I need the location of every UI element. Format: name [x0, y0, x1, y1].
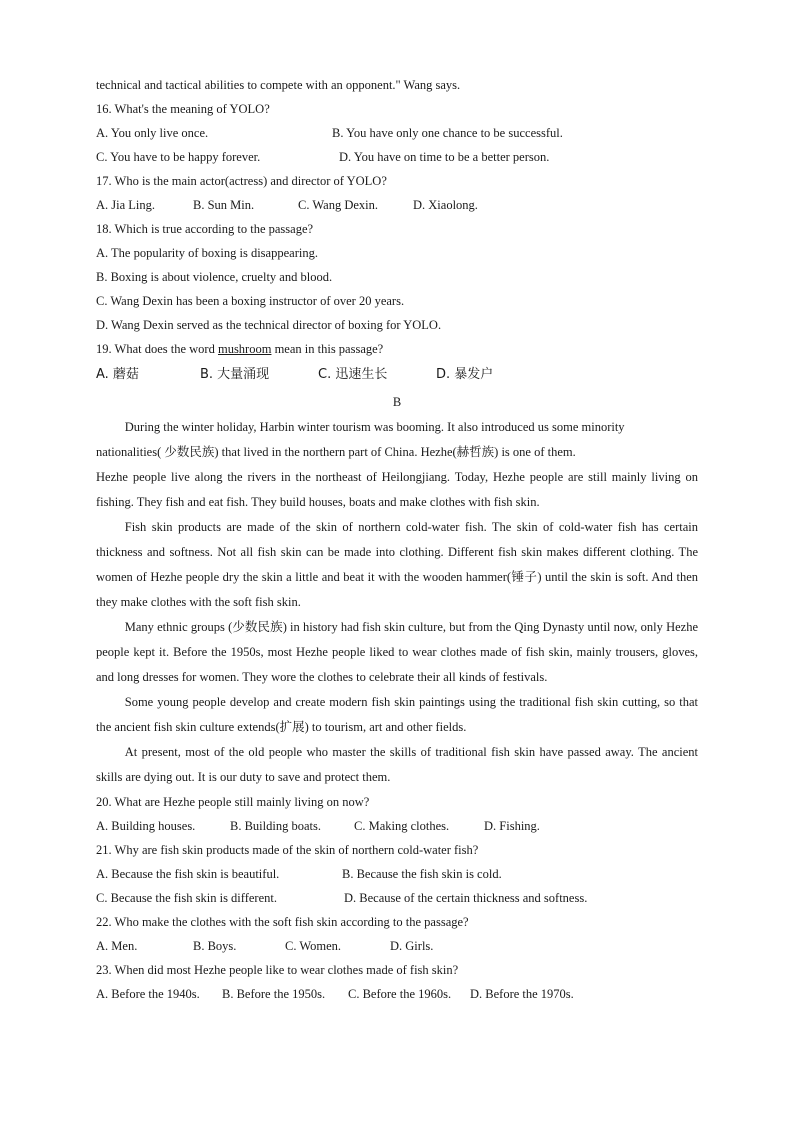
question-17-options [96, 193, 698, 217]
intro-tail-text: technical and tactical abilities to compete with an opponent." Wang says. [96, 78, 461, 92]
question-18-option-d: D. Wang Dexin served as the technical director of boxing for YOLO. [96, 318, 442, 332]
question-17-option-c: C. Wang Dexin. [298, 198, 379, 212]
question-23-options [96, 982, 698, 1006]
question-19-stem [96, 337, 698, 361]
question-22-stem: 22. Who make the clothes with the soft fish skin according to the passage? [96, 915, 469, 929]
question-21-stem: 21. Why are fish skin products made of the skin of northern cold-water fish? [96, 843, 479, 857]
question-17-option-d: D. Xiaolong. [413, 198, 478, 212]
question-22-option-b: B. Boys. [193, 939, 237, 953]
question-17-stem: 17. Who is the main actor(actress) and director of YOLO? [96, 174, 387, 188]
question-16-options-row-2 [96, 145, 698, 169]
passage-b-paragraph-1-line-1: During the winter holiday, Harbin winter tourism was booming. It also introduced us some minority [124, 420, 625, 434]
question-20-option-c: C. Making clothes. [354, 819, 450, 833]
question-18-option-b: B. Boxing is about violence, cruelty and blood. [96, 270, 333, 284]
question-16-option-c: C. You have to be happy forever. [96, 150, 261, 164]
question-19-option-d: D. 暴发户 [436, 367, 494, 382]
question-19-option-c: C. 迅速生长 [318, 367, 388, 382]
question-19-stem-after: mean in this passage? [271, 342, 384, 356]
question-21-option-c: C. Because the fish skin is different. [96, 891, 277, 905]
question-20-option-d: D. Fishing. [484, 819, 540, 833]
passage-b-paragraph-2: Hezhe people live along the rivers in the northeast of Heilongjiang. Today, Hezhe people are still mainly living on fishing. They fish and eat fish. They build houses, boats and make clothes with fish skin. [96, 470, 698, 509]
question-22-option-a: A. Men. [96, 939, 138, 953]
question-19-stem-before: 19. What does the word [96, 342, 218, 356]
question-20-options [96, 814, 698, 838]
question-21-options-row-1 [96, 862, 698, 886]
question-18-option-a: A. The popularity of boxing is disappearing. [96, 246, 318, 260]
question-17-option-b: B. Sun Min. [193, 198, 255, 212]
question-20-option-a: A. Building houses. [96, 819, 196, 833]
question-16-stem: 16. What's the meaning of YOLO? [96, 102, 270, 116]
passage-b-paragraph-4: Many ethnic groups (少数民族) in history had fish skin culture, but from the Qing Dynasty until now, only Hezhe people kept it. Before the 1950s, most Hezhe people liked to wear clothes made of fish skin, mainly trousers, gloves, and long dresses for women. They wore the clothes to celebrate their all kinds of festivals. [96, 620, 698, 684]
question-19-underlined-word: mushroom [217, 342, 272, 356]
question-19-options [96, 361, 698, 389]
question-16-option-a: A. You only live once. [96, 126, 209, 140]
question-18-option-c: C. Wang Dexin has been a boxing instructor of over 20 years. [96, 294, 405, 308]
question-20-option-b: B. Building boats. [230, 819, 321, 833]
question-22-option-d: D. Girls. [390, 939, 434, 953]
question-22-options [96, 934, 698, 958]
question-16-option-b: B. You have only one chance to be successful. [332, 126, 563, 140]
question-23-option-a: A. Before the 1940s. [96, 987, 200, 1001]
question-22-option-c: C. Women. [285, 939, 342, 953]
section-b-label: B [392, 395, 402, 409]
question-21-option-b: B. Because the fish skin is cold. [342, 867, 502, 881]
question-20-stem: 20. What are Hezhe people still mainly living on now? [96, 795, 370, 809]
passage-b-paragraph-3: Fish skin products are made of the skin of northern cold-water fish. The skin of cold-water fish has certain thickness and softness. Not all fish skin can be made into clothing. Different fish skin makes different clothing. The women of Hezhe people dry the skin a little and beat it with the wooden hammer(锤子) until the skin is soft. And then they make clothes with the soft fish skin. [96, 520, 698, 609]
question-19-option-b: B. 大量涌现 [200, 367, 270, 382]
question-19-option-a: A. 蘑菇 [96, 367, 139, 382]
question-18-stem: 18. Which is true according to the passage? [96, 222, 314, 236]
question-23-option-b: B. Before the 1950s. [222, 987, 326, 1001]
exam-page [96, 73, 698, 1006]
question-16-options-row-1 [96, 121, 698, 145]
question-21-option-a: A. Because the fish skin is beautiful. [96, 867, 280, 881]
passage-b-paragraph-5: Some young people develop and create modern fish skin paintings using the traditional fish skin cutting, so that the ancient fish skin culture extends(扩展) to tourism, art and other fields. [96, 695, 698, 734]
passage-b-paragraph-6: At present, most of the old people who master the skills of traditional fish skin have passed away. The ancient skills are dying out. It is our duty to save and protect them. [96, 745, 698, 784]
passage-b-paragraph-1-line-2: nationalities( 少数民族) that lived in the northern part of China. Hezhe(赫哲族) is one of them. [96, 445, 576, 459]
question-23-stem: 23. When did most Hezhe people like to wear clothes made of fish skin? [96, 963, 459, 977]
question-16-option-d: D. You have on time to be a better person. [339, 150, 550, 164]
question-23-option-d: D. Before the 1970s. [470, 987, 574, 1001]
question-17-option-a: A. Jia Ling. [96, 198, 156, 212]
question-21-option-d: D. Because of the certain thickness and softness. [344, 891, 588, 905]
question-23-option-c: C. Before the 1960s. [348, 987, 452, 1001]
question-21-options-row-2 [96, 886, 698, 910]
